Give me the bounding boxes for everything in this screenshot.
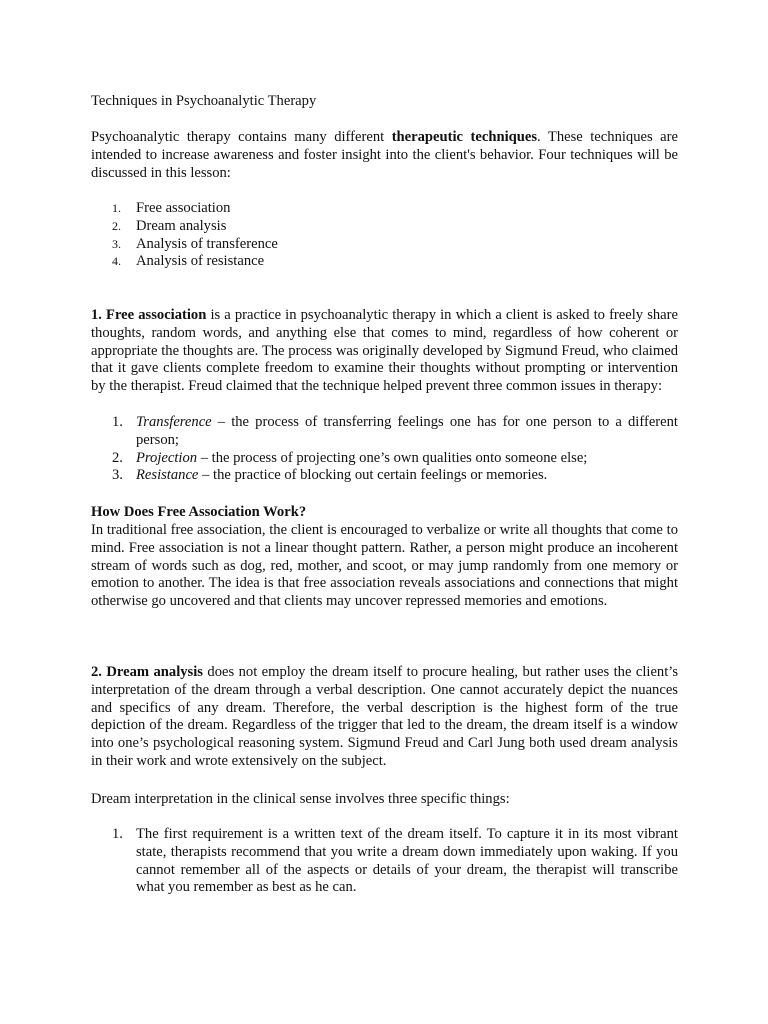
- intro-paragraph: [91, 129, 678, 182]
- list-number: 2.: [112, 449, 123, 466]
- list-number: 2.: [112, 218, 121, 233]
- intro-text-start: Psychoanalytic therapy contains many different: [91, 129, 392, 145]
- techniques-list: [91, 200, 678, 271]
- issue-description: – the practice of blocking out certain feelings or memories.: [198, 467, 548, 484]
- free-association-paragraph: [91, 307, 678, 396]
- list-number: 1.: [112, 414, 123, 430]
- list-item: [91, 450, 678, 468]
- list-item-label: Dream analysis: [136, 217, 227, 234]
- dream-analysis-paragraph: [91, 664, 678, 771]
- dream-analysis-text: does not employ the dream itself to procure healing, but rather uses the client’s interpretation of the dream through a verbal description. One cannot accurately depict the nuances and specifics of any dream. Therefore, the verbal description is the highest form of the true depiction of the dream. Regardless of the trigger that led to the dream, the dream itself is a window into one’s psychological reasoning system. Sigmund Freud and Carl Jung both used dream analysis in their work and wrote extensively on the subject.: [91, 664, 679, 769]
- list-item: [91, 414, 678, 450]
- list-item: [91, 218, 678, 236]
- list-number: 4.: [112, 254, 121, 269]
- issue-term: Transference: [136, 414, 212, 430]
- free-association-heading: 1. Free association: [91, 307, 207, 323]
- intro-text-end: . These techniques are intended to increase awareness and foster insight into the client's behavior. Four techniques will be discussed in this lesson:: [91, 129, 678, 181]
- list-number: 1.: [112, 201, 121, 215]
- list-item: [91, 253, 678, 271]
- list-item: [91, 236, 678, 254]
- issue-description: – the process of transferring feelings one has for one person to a different person;: [136, 414, 678, 448]
- issues-list: [91, 414, 678, 485]
- list-number: 3.: [112, 236, 121, 251]
- issue-description: – the process of projecting one’s own qualities onto someone else;: [197, 449, 588, 466]
- dream-analysis-heading: 2. Dream analysis: [91, 664, 203, 680]
- list-number: 1.: [112, 826, 123, 842]
- list-item-label: Free association: [136, 200, 231, 216]
- interpretation-list: [91, 826, 678, 897]
- how-it-works-heading: How Does Free Association Work?: [91, 504, 307, 520]
- document-title: Techniques in Psychoanalytic Therapy: [91, 93, 317, 109]
- list-number: 3.: [112, 467, 123, 484]
- issue-term: Projection: [136, 449, 198, 466]
- list-item: [91, 467, 678, 485]
- free-association-text: is a practice in psychoanalytic therapy in which a client is asked to freely share thoughts, random words, and anything else that comes to mind, regardless of how coherent or appropriate the thoughts are. The process was originally developed by Sigmund Freud, who claimed that it gave clients complete freedom to examine their thoughts without prompting or intervention by the therapist. Freud claimed that the technique helped prevent three common issues in therapy:: [91, 307, 678, 395]
- section-heading: [91, 504, 678, 522]
- interpretation-intro: Dream interpretation in the clinical sense involves three specific things:: [91, 791, 510, 807]
- list-item: [91, 826, 678, 897]
- how-it-works-paragraph: In traditional free association, the client is encouraged to verbalize or write all thoughts that come to mind. Free association is not a linear thought pattern. Rather, a person might produce an incoherent stream of words such as dog, red, mother, and scoot, or may jump randomly from one memory or emotion to another. The idea is that free association reveals associations and connections that might otherwise go uncovered and that clients may uncover repressed memories and emotions.: [91, 522, 678, 610]
- intro-bold-term: therapeutic techniques: [391, 129, 538, 145]
- list-item-label: Analysis of resistance: [136, 253, 265, 270]
- list-item: [91, 200, 678, 218]
- list-item-label: Analysis of transference: [136, 235, 278, 252]
- list-item-text: The first requirement is a written text of the dream itself. To capture it in its most vibrant state, therapists recommend that you write a dream down immediately upon waking. If you cannot remember all of the aspects or details of your dream, the therapist will transcribe what you remember as best as he can.: [136, 826, 678, 896]
- issue-term: Resistance: [136, 467, 199, 484]
